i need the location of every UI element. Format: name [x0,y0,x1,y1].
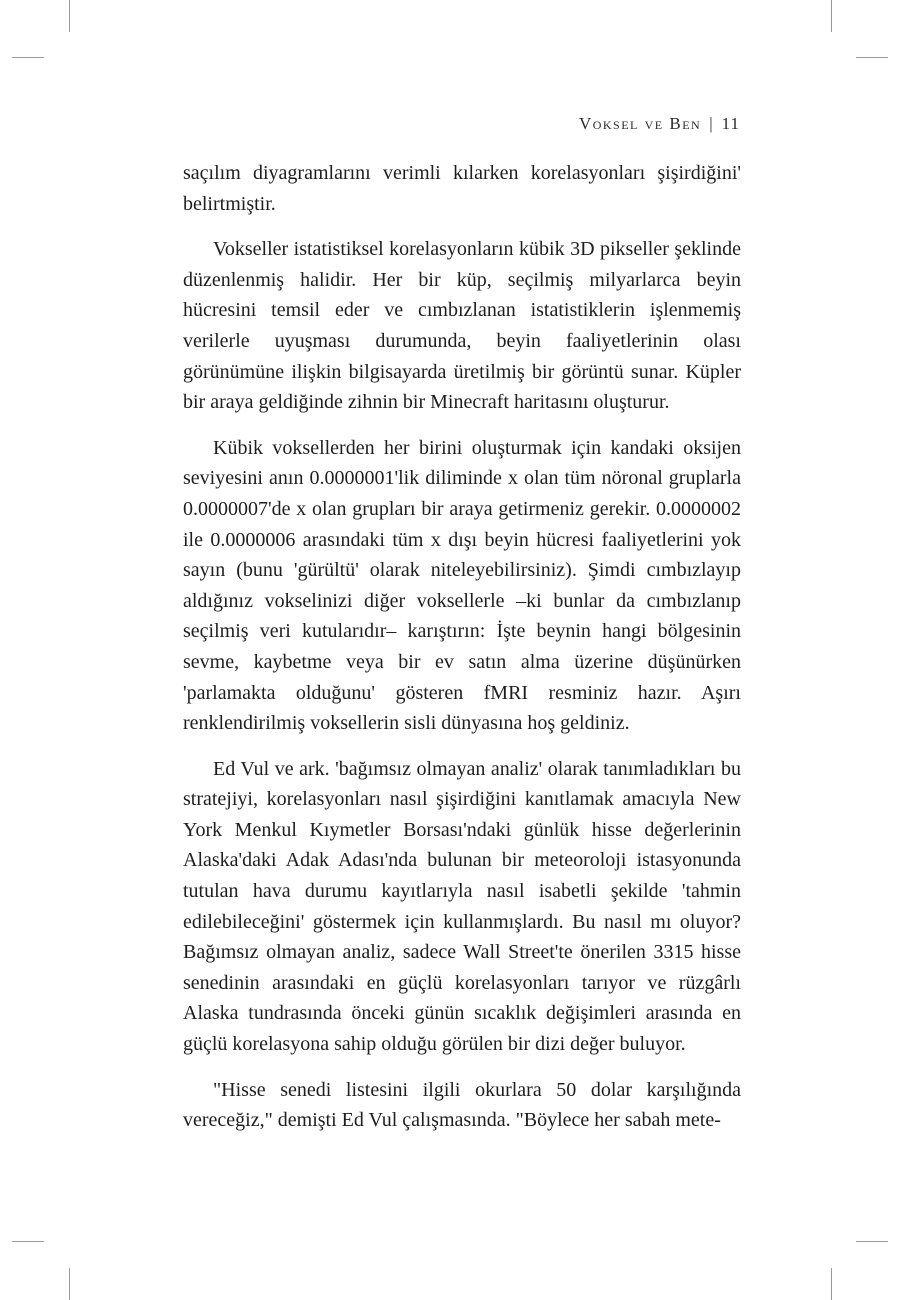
crop-mark-left-top [12,57,44,58]
crop-mark-left-bottom [12,1241,44,1242]
running-head-title: Voksel ve Ben [578,114,702,133]
running-head [579,114,740,134]
crop-mark-bottom-left [69,1268,70,1300]
page-number: 11 [721,114,740,133]
crop-mark-right-bottom [856,1241,888,1242]
paragraph-3: Kübik voksellerden her birini oluşturmak için kandaki oksijen seviyesini anın 0.0000001'lik diliminde x olan tüm nöronal gruplarla 0.0000007'de x olan grupları bir araya getirmeniz gerekir. 0.0000002 ile 0.0000006 arasındaki tüm x dışı beyin hücresi faaliyetlerini yok sayın (bunu 'gürültü' olarak niteleyebilirsiniz). Şimdi cımbızlayıp aldığınız vokselinizi diğer voksellerle –ki bunlar da cımbızlanıp seçilmiş veri kutularıdır– karıştırın: İşte beynin hangi bölgesinin sevme, kaybetme veya bir ev satın alma üzerine düşünürken 'parlamakta olduğunu' gösteren fMRI resminiz hazır. Aşırı renklendirilmiş voksellerin sisli dünyasına hoş geldiniz. [183,436,741,735]
crop-mark-top-right [831,0,832,32]
body-text [183,158,741,1151]
paragraph-4: Ed Vul ve ark. 'bağımsız olmayan analiz' olarak tanımladıkları bu stratejiyi, korelasyonları nasıl şişirdiğini kanıtlamak amacıyla New York Menkul Kıymetler Borsası'ndaki günlük hisse değerlerinin Alaska'daki Adak Adası'nda bulunan bir meteoroloji istasyonunda tutulan hava durumu kayıtlarıyla nasıl isabetli şekilde 'tahmin edilebileceğini' göstermek için kullanmışlardı. Bu nasıl mı oluyor? Bağımsız olmayan analiz, sadece Wall Street'te önerilen 3315 hisse senedinin arasındaki en güçlü korelasyonları tarıyor ve rüzgârlı Alaska tundrasında önceki günün sıcaklık değişimleri arasında en güçlü korelasyona sahip olduğu görülen bir dizi değer buluyor. [183,757,741,1056]
paragraph-5: "Hisse senedi listesini ilgili okurlara 50 dolar karşılığında vereceğiz," demişti Ed Vul çalışmasında. "Böylece her sabah mete- [183,1078,741,1132]
crop-mark-bottom-right [831,1268,832,1300]
crop-mark-top-left [69,0,70,32]
paragraph-2: Vokseller istatistiksel korelasyonların kübik 3D pikseller şeklinde düzenlenmiş halidir. Her bir küp, seçilmiş milyarlarca beyin hücresini temsil eder ve cımbızlanan istatistiklerin işlenmemiş verilerle uyuşması durumunda, beyin faaliyetlerinin olası görünümüne ilişkin bilgisayarda üretilmiş bir görüntü sunar. Küpler bir araya geldiğinde zihnin bir Minecraft haritasını oluşturur. [183,238,741,414]
running-head-separator: | [709,114,714,133]
crop-mark-right-top [856,57,888,58]
paragraph-1: saçılım diyagramlarını verimli kılarken korelasyonları şişirdiğini' belirtmiştir. [183,162,741,215]
